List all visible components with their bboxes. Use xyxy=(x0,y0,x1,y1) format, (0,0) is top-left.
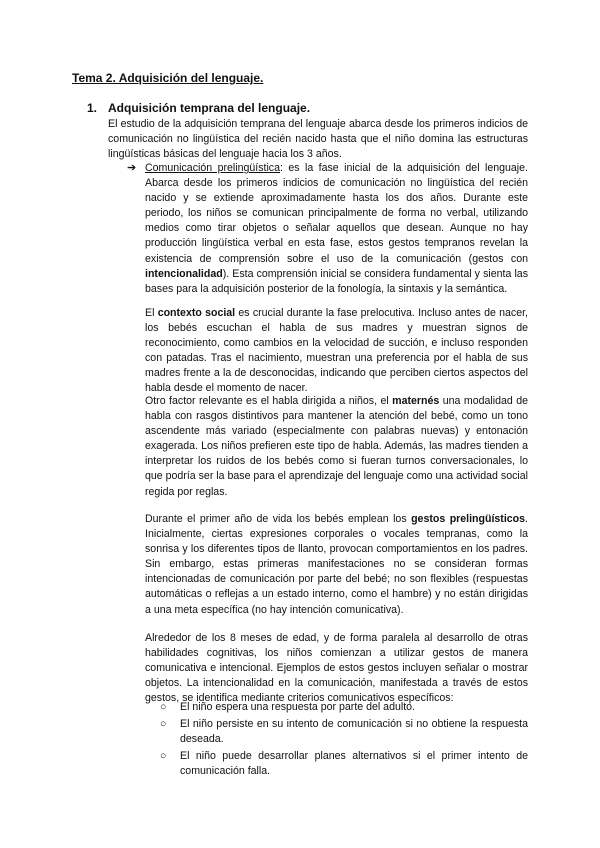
bold-contexto-social: contexto social xyxy=(157,307,236,319)
document-title: Tema 2. Adquisición del lenguaje. xyxy=(72,71,264,85)
list-item: ○ El niño puede desarrollar planes alternativos si el primer intento de comunicación falla. xyxy=(160,750,528,778)
section-number: 1. xyxy=(87,101,98,115)
list-item: ○ El niño espera una respuesta por parte del adulto. xyxy=(160,700,528,715)
maternes-paragraph: Otro factor relevante es el habla dirigida a niños, el maternés una modalidad de habla con rasgos distintivos para mantener la atención del bebé, como un tono ascendente más variado (especialmente con palabras nuevas) y entonación exagerada. Los niños prefieren este tipo de habla. Además, las madres tienden a interpretar los ruidos de los bebés como si fueran turnos conversacionales, lo que podría ser la base para el aprendizaje del lenguaje como una actividad social regida por reglas. xyxy=(145,395,528,498)
criteria-list xyxy=(160,700,528,781)
circle-bullet-icon: ○ xyxy=(160,750,167,763)
intentional-gestures-paragraph: Alrededor de los 8 meses de edad, y de forma paralela al desarrollo de otras habilidades cognitivas, los niños comienzan a utilizar gestos de manera comunicativa e intencional. Ejemplos de estos gestos incluyen señalar o mostrar objetos. La intencionalidad en la comunicación, manifestada a través de estos gestos, se identifica mediante criterios comunicativos específicos: xyxy=(145,632,528,705)
bold-intencionalidad: intencionalidad xyxy=(145,267,223,280)
circle-bullet-icon: ○ xyxy=(160,718,167,731)
circle-bullet-icon: ○ xyxy=(160,701,167,713)
term-prelinguistic: Comunicación prelingüística xyxy=(145,162,280,174)
arrow-bullet-icon: ➔ xyxy=(127,162,137,174)
prelinguistic-paragraph: Comunicación prelingüística: es la fase inicial de la adquisición del lenguaje. Abarca desde los primeros indicios de comunicación no lingüística del recién nacido y se extiende aproximadamente hasta los dos años. Durante este periodo, los niños se comunican principalmente de forma no verbal, utilizando medios como tirar objetos o señalar aquellos que desean. Aunque no hay producción lingüística verbal en esta fase, estos gestos tempranos revelan la existencia de comprensión sobre el uso de la comunicación (gestos con intencionalidad). Esta comprensión inicial se considera fundamental y sienta las bases para la adquisición posterior de la fonología, la sintaxis y la semántica. xyxy=(145,162,528,295)
prelinguistic-gestures-paragraph: Durante el primer año de vida los bebés emplean los gestos prelingüísticos. Inicialmente, ciertas expresiones corporales o vocales tempranas, como la sonrisa y los diferentes tipos de llanto, provocan comportamientos en los padres. Sin embargo, estas primeras manifestaciones no se consideran formas intencionadas de comunicación por parte del bebé; no son flexibles (respuestas automáticas o reflejas a un estado interno, como el hambre) y no están dirigidas a una meta específica (no hay intención comunicativa). xyxy=(145,513,528,616)
bold-gestos-prelinguisticos: gestos prelingüísticos xyxy=(411,513,526,525)
section-intro-paragraph: El estudio de la adquisición temprana del lenguaje abarca desde los primeros indicios de comunicación no lingüística del recién nacido hasta que el niño domina las estructuras lingüísticas básicas del lenguaje hacia los 3 años. xyxy=(108,118,528,161)
bold-maternes: maternés xyxy=(392,395,440,407)
social-context-paragraph: El contexto social es crucial durante la fase prelocutiva. Incluso antes de nacer, los bebés escuchan el habla de sus madres y muestran signos de reconocimiento, como cambios en la velocidad de succión, e incluso responden con patadas. Tras el nacimiento, muestran una preferencia por el habla de sus madres frente a la de desconocidas, indicando que perciben ciertos aspectos del habla desde el momento de nacer. xyxy=(145,307,528,395)
section-heading: Adquisición temprana del lenguaje. xyxy=(108,101,311,115)
list-item: ○ El niño persiste en su intento de comunicación si no obtiene la respuesta deseada. xyxy=(160,718,528,746)
